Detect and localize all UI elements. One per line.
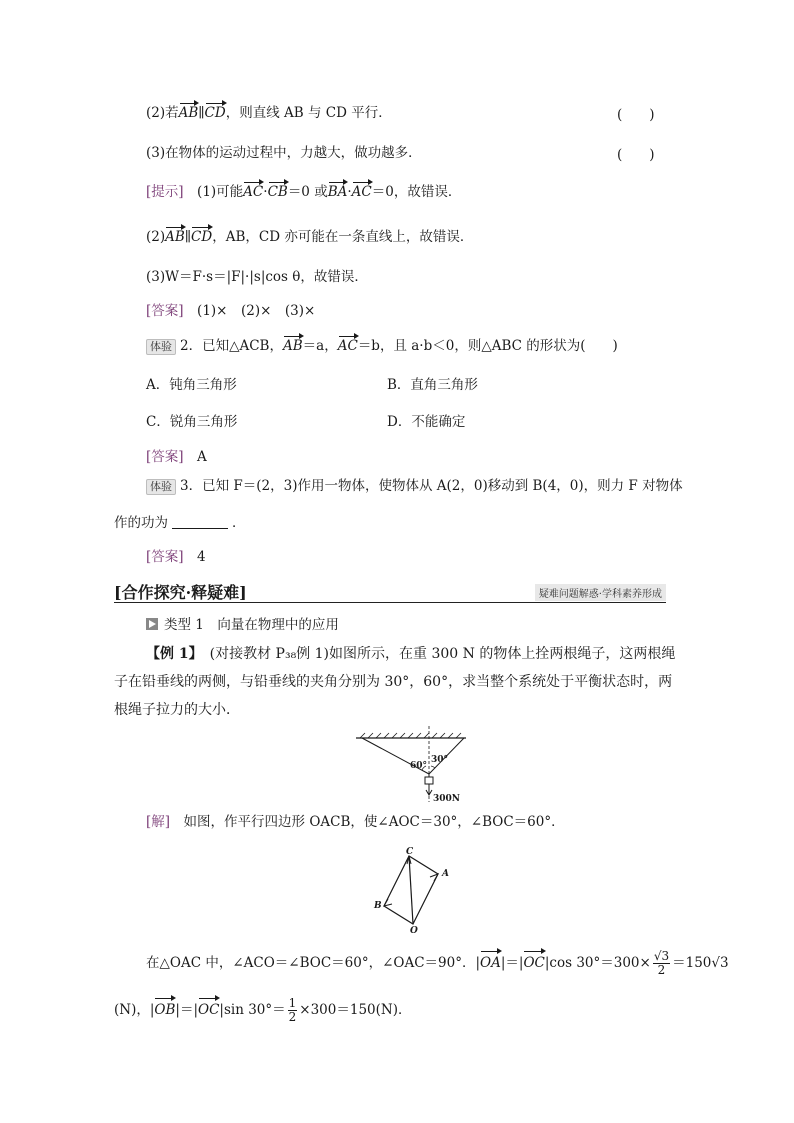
example-1: 【例 1】 (对接教材 P₃₈例 1)如图所示，在重 300 N 的物体上拴两根绳子，这两根绳子在铅垂线的两侧，与铅垂线的夹角分别为 30°，60°，求当整个系统处于平衡状态时，两根绳子拉力的大小．	[114, 646, 676, 718]
answer-paren-2: ( )	[617, 107, 655, 123]
section-header	[114, 580, 666, 603]
play-icon	[146, 618, 158, 630]
answer-3: [答案] 4	[146, 549, 206, 565]
hint-line-2: (2)AB∥CD，AB，CD 亦可能在一条直线上，故错误．	[146, 229, 474, 245]
hint-line-1: [提示] (1)可能AC·CB＝0 或BA·AC＝0，故错误．	[146, 184, 462, 200]
experience-badge: 体验	[146, 479, 176, 495]
weight-label: 300N	[433, 794, 461, 804]
answer-paren-3: ( )	[617, 147, 655, 163]
angle-60-label: 60°	[410, 761, 428, 771]
solution-tag: [解]	[146, 814, 171, 830]
rope-figure	[352, 724, 472, 804]
exercise-3: 体验 3．已知 F＝(2，3)作用一物体，使物体从 A(2，0)移动到 B(4，0)，则力 F 对物体	[146, 476, 683, 496]
section-subtitle: 疑难问题解惑·学科素养形成	[535, 584, 666, 601]
question-2: (2)若AB∥CD，则直线 AB 与 CD 平行．	[146, 105, 392, 121]
type-1-heading: 类型 1 向量在物理中的应用	[146, 615, 339, 635]
parallelogram-figure	[368, 844, 460, 934]
choice-a: A．钝角三角形	[146, 377, 237, 393]
answer-2: [答案] A	[146, 449, 207, 465]
point-o-label: O	[410, 926, 418, 934]
answer-1: [答案] (1)× (2)× (3)×	[146, 303, 316, 319]
solution-intro: [解] 如图，作平行四边形 OACB，使∠AOC＝30°，∠BOC＝60°．	[146, 814, 565, 830]
fraction-1-over-2: $\frac{1}{2}$	[288, 996, 297, 1024]
section-title: [合作探究·释疑难]	[114, 583, 247, 602]
point-a-label: A	[442, 869, 449, 879]
fraction-sqrt3-over-2: $\frac{√3}{2}$	[653, 949, 670, 977]
calc-line-2: (N)，|OB|＝|OC|sin 30°＝ $\frac{1}{2}$ ×300＝150(N)．	[114, 996, 412, 1024]
vector-cd: CD	[204, 105, 226, 121]
calc-line-1: 在△OAC 中，∠ACO＝∠BOC＝60°，∠OAC＝90°．|OA|＝|OC|cos 30°＝300× $\frac{√3}{2}$ ＝150√3	[146, 949, 729, 977]
answer-blank	[172, 514, 228, 529]
choice-d: D．不能确定	[387, 414, 466, 430]
point-b-label: B	[374, 901, 382, 911]
point-c-label: C	[406, 847, 414, 857]
question-3: (3)在物体的运动过程中，力越大，做功越多．	[146, 145, 422, 161]
exercise-2: 体验 2．已知△ACB，AB＝a，AC＝b，且 a·b＜0，则△ABC 的形状为( )	[146, 336, 618, 356]
experience-badge: 体验	[146, 339, 176, 355]
hint-tag: [提示]	[146, 184, 184, 200]
vector-ab: AB	[178, 105, 199, 121]
angle-30-label: 30°	[431, 755, 449, 765]
choice-b: B．直角三角形	[387, 377, 478, 393]
hint-line-3: (3)W＝F·s＝|F|·|s|cos θ，故错误．	[146, 269, 368, 285]
exercise-3-cont: 作的功为 ．	[114, 515, 246, 531]
choice-c: C．锐角三角形	[146, 414, 238, 430]
